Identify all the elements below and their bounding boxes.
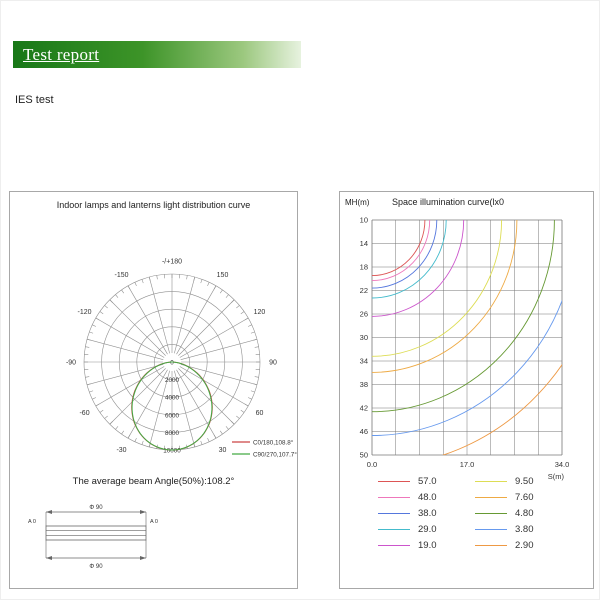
polar-legend-label: C0/180,108.8° bbox=[253, 439, 294, 447]
polar-spoke bbox=[181, 364, 257, 384]
legend-value: 38.0 bbox=[418, 508, 437, 519]
y-tick-label: 34 bbox=[359, 356, 368, 366]
lamp-dimension-drawing bbox=[26, 500, 176, 570]
legend-value: 7.60 bbox=[515, 492, 534, 503]
legend-color-line bbox=[475, 545, 507, 546]
legend-color-line bbox=[378, 513, 410, 514]
y-tick-label: 30 bbox=[359, 333, 368, 342]
polar-angle-label: 150 bbox=[216, 272, 229, 280]
polar-angle-label: 120 bbox=[253, 309, 266, 316]
polar-angle-label: -/+180 bbox=[161, 258, 183, 266]
dimension-label-left: A 0 bbox=[28, 519, 36, 525]
polar-spoke bbox=[149, 277, 169, 353]
legend-value: 19.0 bbox=[418, 540, 437, 551]
x-tick-label: 34.0 bbox=[554, 460, 570, 469]
polar-distribution-chart bbox=[10, 214, 299, 472]
polar-spoke bbox=[87, 339, 163, 359]
legend-value: 2.90 bbox=[515, 540, 534, 551]
polar-spoke bbox=[178, 368, 234, 424]
legend-color-line bbox=[475, 529, 507, 530]
y-tick-label: 46 bbox=[359, 427, 368, 436]
distribution-panel bbox=[9, 191, 298, 589]
beam-angle-caption: The average beam Angle(50%):108.2° bbox=[72, 476, 235, 487]
dimension-label-top: Φ 90 bbox=[89, 505, 103, 511]
polar-spoke bbox=[87, 364, 163, 384]
polar-radial-label: 6000 bbox=[164, 412, 180, 420]
polar-spoke bbox=[178, 300, 234, 356]
polar-angle-label: 30 bbox=[218, 446, 227, 454]
polar-angle-label: -90 bbox=[65, 359, 77, 367]
legend-item bbox=[378, 508, 463, 519]
x-tick-label: 17.0 bbox=[459, 460, 475, 469]
isolux-curve bbox=[372, 220, 517, 372]
polar-spoke bbox=[110, 368, 166, 424]
legend-item bbox=[475, 524, 560, 535]
y-tick-label: 18 bbox=[359, 262, 368, 272]
polar-angle-label: 90 bbox=[269, 359, 277, 367]
polar-angle-label: -120 bbox=[77, 309, 92, 316]
y-tick-label: 50 bbox=[359, 450, 368, 460]
polar-radial-label: 2000 bbox=[164, 377, 180, 385]
y-axis-label: MH(m) bbox=[345, 198, 370, 207]
legend-value: 9.50 bbox=[515, 476, 534, 487]
legend-item bbox=[378, 540, 463, 551]
isolux-curve bbox=[372, 220, 600, 467]
legend-item bbox=[475, 476, 560, 487]
y-tick-label: 10 bbox=[359, 215, 368, 225]
legend-item bbox=[378, 524, 463, 535]
isolux-panel bbox=[339, 191, 594, 589]
legend-color-line bbox=[378, 545, 410, 546]
legend-color-line bbox=[378, 497, 410, 498]
polar-angle-label: -150 bbox=[114, 272, 129, 280]
legend-color-line bbox=[475, 513, 507, 514]
polar-radial-label: 4000 bbox=[164, 394, 180, 402]
isolux-legend bbox=[378, 476, 560, 551]
lamp-profile bbox=[46, 526, 146, 540]
dimension-label-right: A 0 bbox=[150, 519, 158, 525]
legend-value: 4.80 bbox=[515, 508, 534, 519]
legend-color-line bbox=[378, 529, 410, 530]
polar-radial-label: 10000 bbox=[163, 447, 181, 455]
distribution-chart-title: Indoor lamps and lanterns light distribution curve bbox=[56, 200, 251, 210]
isolux-curve bbox=[372, 220, 437, 288]
legend-value: 48.0 bbox=[418, 492, 437, 503]
isolux-curve bbox=[372, 220, 430, 281]
legend-color-line bbox=[378, 481, 410, 482]
isolux-curve bbox=[372, 220, 554, 412]
polar-spoke bbox=[174, 277, 194, 353]
isolux-chart-title: Space illumination curve(lx0 bbox=[392, 197, 505, 207]
legend-item bbox=[475, 508, 560, 519]
y-tick-label: 14 bbox=[359, 239, 368, 248]
x-tick-label: 0.0 bbox=[366, 460, 378, 469]
y-tick-label: 38 bbox=[359, 380, 368, 389]
polar-angle-label: -60 bbox=[79, 410, 90, 417]
legend-value: 57.0 bbox=[418, 476, 437, 487]
polar-legend-label: C90/270,107.7° bbox=[253, 451, 297, 459]
y-tick-label: 42 bbox=[359, 403, 368, 413]
polar-radial-label: 8000 bbox=[164, 429, 180, 437]
y-tick-label: 22 bbox=[359, 286, 368, 295]
legend-item bbox=[378, 492, 463, 503]
legend-value: 3.80 bbox=[515, 524, 534, 535]
polar-spoke bbox=[181, 339, 257, 359]
polar-spoke bbox=[110, 300, 166, 356]
polar-angle-label: 60 bbox=[255, 410, 264, 417]
isolux-curve bbox=[372, 220, 425, 276]
y-tick-label: 26 bbox=[359, 309, 368, 319]
legend-color-line bbox=[475, 497, 507, 498]
report-header-banner bbox=[13, 41, 301, 68]
legend-item bbox=[475, 492, 560, 503]
x-axis-label: S(m) bbox=[547, 472, 564, 481]
polar-radial-label: 0 bbox=[170, 359, 174, 367]
legend-color-line bbox=[475, 481, 507, 482]
dimension-label-bottom: Φ 90 bbox=[89, 564, 103, 570]
polar-angle-label: -30 bbox=[116, 446, 127, 454]
isolux-chart bbox=[340, 212, 595, 481]
report-title: Test report bbox=[23, 44, 100, 64]
section-label: IES test bbox=[15, 94, 54, 106]
legend-item bbox=[475, 540, 560, 551]
legend-item bbox=[378, 476, 463, 487]
legend-value: 29.0 bbox=[418, 524, 437, 535]
